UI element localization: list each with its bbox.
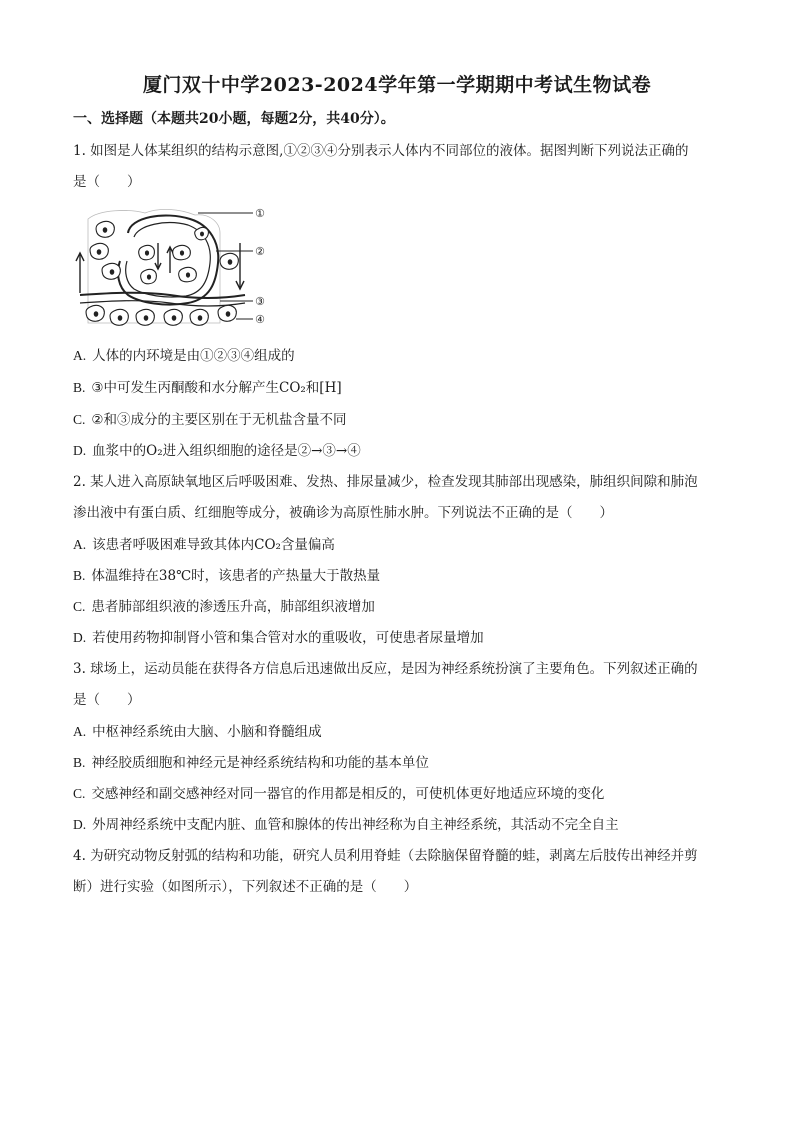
- figure-label-3: ③: [255, 295, 265, 308]
- question-3-stem-line-1: 3. 球场上，运动员能在获得各方信息后迅速做出反应，是因为神经系统扮演了主要角色。下列叙述正确的: [73, 661, 698, 677]
- question-2-option-c[interactable]: [73, 597, 375, 617]
- option-letter: D.: [73, 630, 87, 645]
- section-heading: 一、选择题（本题共20小题，每题2分，共40分）。: [73, 111, 395, 127]
- option-text: ②和③成分的主要区别在于无机盐含量不同: [91, 412, 347, 428]
- option-text: 该患者呼吸困难导致其体内CO₂含量偏高: [92, 537, 335, 553]
- question-3-option-d[interactable]: [73, 815, 619, 835]
- option-text: 人体的内环境是由①②③④组成的: [92, 348, 295, 364]
- option-letter: B.: [73, 755, 86, 770]
- option-letter: C.: [73, 786, 86, 801]
- option-text: 中枢神经系统由大脑、小脑和脊髓组成: [92, 724, 322, 740]
- option-letter: B.: [73, 568, 86, 583]
- option-text: 神经胶质细胞和神经元是神经系统结构和功能的基本单位: [91, 755, 429, 771]
- option-letter: B.: [73, 380, 86, 395]
- option-letter: C.: [73, 599, 86, 614]
- page-title: 厦门双十中学2023-2024学年第一学期期中考试生物试卷: [142, 74, 652, 96]
- option-text: 若使用药物抑制肾小管和集合管对水的重吸收，可使患者尿量增加: [92, 630, 484, 646]
- option-letter: A.: [73, 348, 87, 363]
- question-1-stem-line-2: 是（ ）: [73, 174, 141, 190]
- option-text: 体温维持在38℃时，该患者的产热量大于散热量: [91, 568, 381, 584]
- question-1-stem-line-1: 1. 如图是人体某组织的结构示意图,①②③④分别表示人体内不同部位的液体。据图判断下列说法正确的: [73, 143, 689, 159]
- option-letter: D.: [73, 443, 87, 458]
- question-3-option-c[interactable]: [73, 784, 604, 804]
- question-2-stem-line-2: 渗出液中有蛋白质、红细胞等成分，被确诊为高原性肺水肿。下列说法不正确的是（ ）: [73, 505, 613, 521]
- option-letter: A.: [73, 537, 87, 552]
- question-1-option-c[interactable]: [73, 410, 347, 430]
- option-letter: C.: [73, 412, 86, 427]
- option-text: 患者肺部组织液的渗透压升高，肺部组织液增加: [91, 599, 375, 615]
- question-4-stem-line-2: 断）进行实验（如图所示），下列叙述不正确的是（ ）: [73, 879, 418, 895]
- question-3-option-b[interactable]: [73, 753, 429, 773]
- figure-label-4: ④: [255, 313, 265, 326]
- option-letter: D.: [73, 817, 87, 832]
- tissue-structure-diagram: [70, 203, 270, 335]
- option-text: 外周神经系统中支配内脏、血管和腺体的传出神经称为自主神经系统，其活动不完全自主: [92, 817, 619, 833]
- question-2-option-b[interactable]: [73, 566, 380, 586]
- question-2-stem-line-1: 2. 某人进入高原缺氧地区后呼吸困难、发热、排尿量减少，检查发现其肺部出现感染，肺组织间隙和肺泡: [73, 474, 698, 490]
- question-1-option-b[interactable]: [73, 378, 342, 398]
- option-letter: A.: [73, 724, 87, 739]
- question-1-option-a[interactable]: [73, 346, 295, 366]
- option-text: 血浆中的O₂进入组织细胞的途径是②→③→④: [92, 443, 361, 459]
- question-2-option-d[interactable]: [73, 628, 484, 648]
- question-2-option-a[interactable]: [73, 535, 335, 555]
- figure-label-2: ②: [255, 245, 265, 258]
- question-3-option-a[interactable]: [73, 722, 322, 742]
- question-1-option-d[interactable]: [73, 441, 361, 461]
- question-4-stem-line-1: 4. 为研究动物反射弧的结构和功能，研究人员利用脊蛙（去除脑保留脊髓的蛙，剥离左后肢传出神经并剪: [73, 848, 698, 864]
- question-3-stem-line-2: 是（ ）: [73, 692, 141, 708]
- option-text: 交感神经和副交感神经对同一器官的作用都是相反的，可使机体更好地适应环境的变化: [91, 786, 605, 802]
- option-text: ③中可发生丙酮酸和水分解产生CO₂和[H]: [91, 380, 342, 396]
- figure-label-1: ①: [255, 207, 265, 220]
